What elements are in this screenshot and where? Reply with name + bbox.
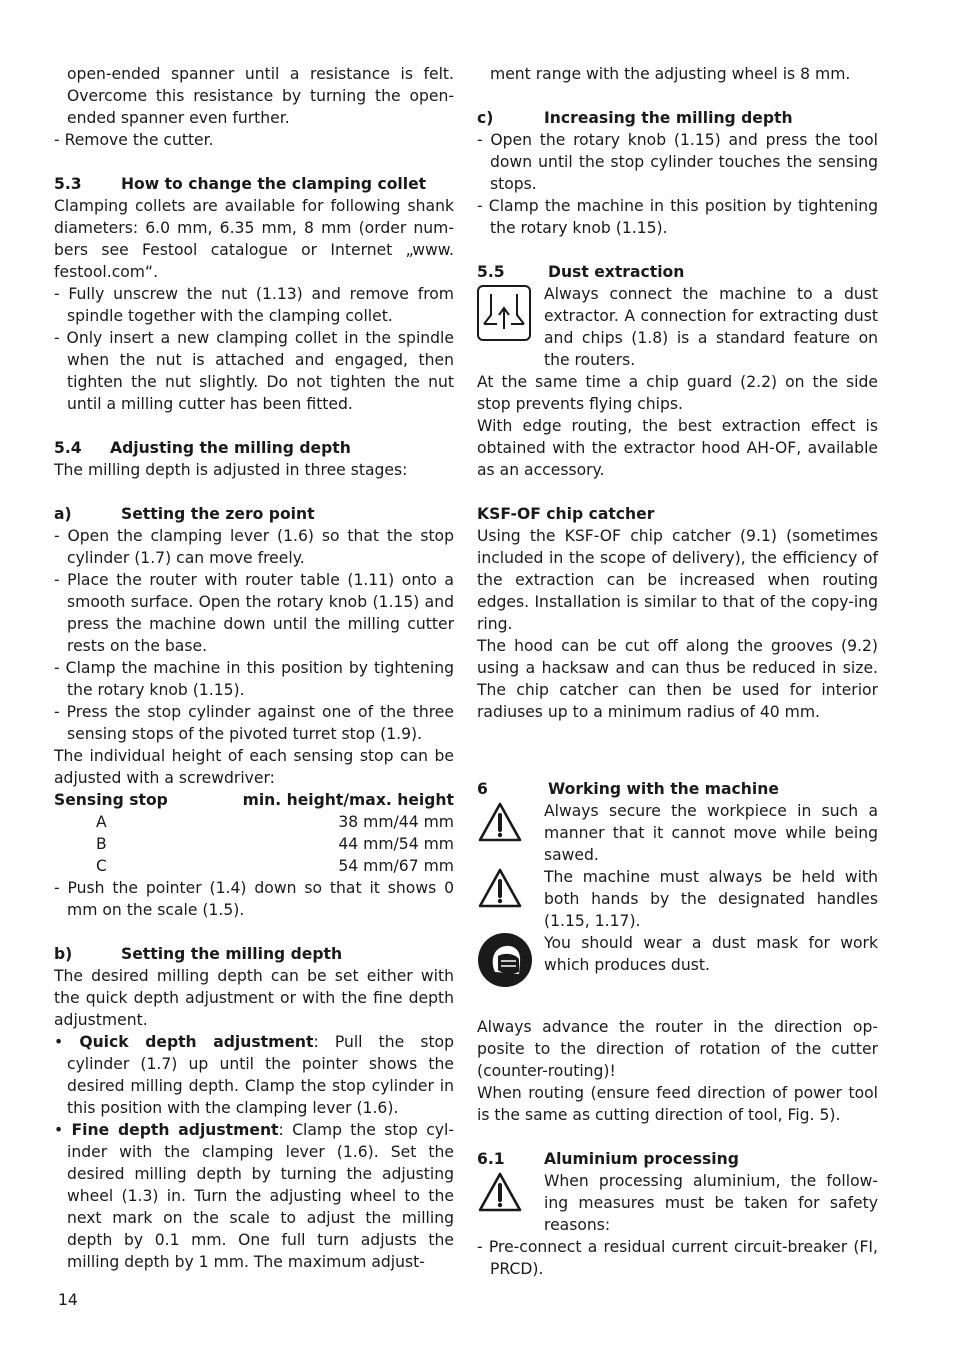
- dust-mask-notice: [477, 932, 878, 994]
- section-a-step-2: - Place the router with router table (1.11) onto a smooth surface. Open the rotary knob (1.15) and press the machine down until the milling cutter rests on the base.: [54, 571, 454, 655]
- warning-triangle-icon: [477, 1171, 523, 1213]
- section-c-heading: c) Increasing the milling depth: [477, 109, 793, 127]
- section-5-4-body: The milling depth is adjusted in three stages:: [54, 461, 408, 479]
- section-5-5-heading: 5.5 Dust extraction: [477, 263, 685, 281]
- warning-triangle-icon: [477, 867, 523, 909]
- section-c-step-2: - Clamp the machine in this position by tightening the rotary knob (1.15).: [477, 197, 878, 237]
- ksf-body-2: The hood can be cut off along the grooves (9.2) using a hacksaw and can thus be reduced in size. The chip catcher can then be used for interior radiuses up to a minimum radius of 40 mm.: [477, 637, 878, 721]
- section-6-body-2: When routing (ensure feed direction of power tool is the same as cutting direction of tool, Fig. 5).: [477, 1084, 878, 1124]
- aluminium-warning-notice: [477, 1170, 878, 1236]
- section-b-heading: b) Setting the milling depth: [54, 945, 343, 963]
- warning-text-1: Always secure the workpiece in such a manner that it cannot move while being sawed.: [544, 802, 878, 864]
- ksf-heading: KSF-OF chip catcher: [477, 505, 655, 523]
- section-5-3-heading: 5.3 How to change the clamping collet: [54, 175, 427, 193]
- section-5-3-body: Clamping collets are available for following shank diameters: 6.0 mm, 6.35 mm, 8 mm (order num-bers see Festool catalogue or Internet „www. festool.com“.: [54, 197, 454, 281]
- dust-extraction-notice: [477, 283, 878, 371]
- dust-mask-text: You should wear a dust mask for work which produces dust.: [544, 934, 878, 974]
- section-a-body: The individual height of each sensing stop can be adjusted with a screwdriver:: [54, 747, 454, 787]
- section-5-4-heading: 5.4 Adjusting the milling depth: [54, 439, 351, 457]
- ksf-body-1: Using the KSF-OF chip catcher (9.1) (sometimes included in the scope of delivery), the efficiency of the extraction can be increased when routing edges. Installation is similar to that of the copy-ing ring.: [477, 527, 878, 633]
- section-c-step-1: - Open the rotary knob (1.15) and press the tool down until the stop cylinder touches the sensing stops.: [477, 131, 878, 193]
- sensing-table-header: Sensing stop min. height/max. height: [54, 791, 454, 809]
- section-6-1-step-1: - Pre-connect a residual current circuit-breaker (FI, PRCD).: [477, 1238, 878, 1278]
- section-5-5-body-2: With edge routing, the best extraction effect is obtained with the extractor hood AH-OF, available as an accessory.: [477, 417, 878, 479]
- continued-paragraph: open-ended spanner until a resistance is felt. Overcome this resistance by turning the open-ended spanner even further.: [67, 65, 454, 127]
- sensing-table-row: A 38 mm/44 mm: [96, 813, 454, 831]
- section-6-heading: 6 Working with the machine: [477, 780, 779, 798]
- dust-extraction-icon: [477, 285, 531, 341]
- sensing-table-row: B 44 mm/54 mm: [96, 835, 454, 853]
- section-b-body: The desired milling depth can be set either with the quick depth adjustment or with the fine depth adjustment.: [54, 967, 454, 1029]
- sensing-table-row: C 54 mm/67 mm: [96, 857, 454, 875]
- section-5-3-step-2: - Only insert a new clamping collet in the spindle when the nut is attached and engaged, then tighten the nut slightly. Do not tighten the nut until a milling cutter has been fitted.: [54, 329, 454, 413]
- section-a-heading: a) Setting the zero point: [54, 505, 315, 523]
- section-6-1-heading: 6.1 Aluminium processing: [477, 1150, 739, 1168]
- right-column: [477, 63, 878, 1280]
- aluminium-warning-text: When processing aluminium, the follow-ing measures must be taken for safety reasons:: [544, 1172, 878, 1234]
- remove-cutter-step: - Remove the cutter.: [54, 131, 214, 149]
- warning-notice: [477, 800, 878, 866]
- dust-extraction-text: Always connect the machine to a dust extractor. A connection for extracting dust and chips (1.8) is a standard feature on the routers.: [544, 285, 878, 369]
- section-5-5-body-1: At the same time a chip guard (2.2) on the side stop prevents flying chips.: [477, 373, 878, 413]
- continued-paragraph-right: ment range with the adjusting wheel is 8 mm.: [490, 65, 851, 83]
- fine-depth-bullet: • Fine depth adjustment: Clamp the stop cyl-inder with the clamping lever (1.6). Set the desired milling depth by turning the adjusting wheel (1.3) in. Turn the adjusting wheel to the next mark on the scale to adjust the milling depth by 0.1 mm. One full turn adjusts the milling depth by 1 mm. The maximum adjust-: [54, 1121, 454, 1271]
- quick-depth-bullet: • Quick depth adjustment: Pull the stop cylinder (1.7) up until the pointer shows the desired milling depth. Clamp the stop cylinder in this position with the clamping lever (1.6).: [54, 1033, 454, 1117]
- section-a-step-5: - Push the pointer (1.4) down so that it shows 0 mm on the scale (1.5).: [54, 879, 454, 919]
- warning-notice: [477, 866, 878, 932]
- section-a-step-4: - Press the stop cylinder against one of the three sensing stops of the pivoted turret stop (1.9).: [54, 703, 454, 743]
- section-6-body-1: Always advance the router in the direction op-posite to the direction of rotation of the cutter (counter-routing)!: [477, 1018, 878, 1080]
- dust-mask-icon: [477, 932, 533, 988]
- left-column: [54, 63, 454, 1273]
- warning-triangle-icon: [477, 801, 523, 843]
- section-5-3-step-1: - Fully unscrew the nut (1.13) and remove from spindle together with the clamping collet.: [54, 285, 454, 325]
- warning-text-2: The machine must always be held with both hands by the designated handles (1.15, 1.17).: [544, 868, 878, 930]
- section-a-step-3: - Clamp the machine in this position by tightening the rotary knob (1.15).: [54, 659, 454, 699]
- page-number: 14: [58, 1291, 78, 1309]
- section-a-step-1: - Open the clamping lever (1.6) so that the stop cylinder (1.7) can move freely.: [54, 527, 454, 567]
